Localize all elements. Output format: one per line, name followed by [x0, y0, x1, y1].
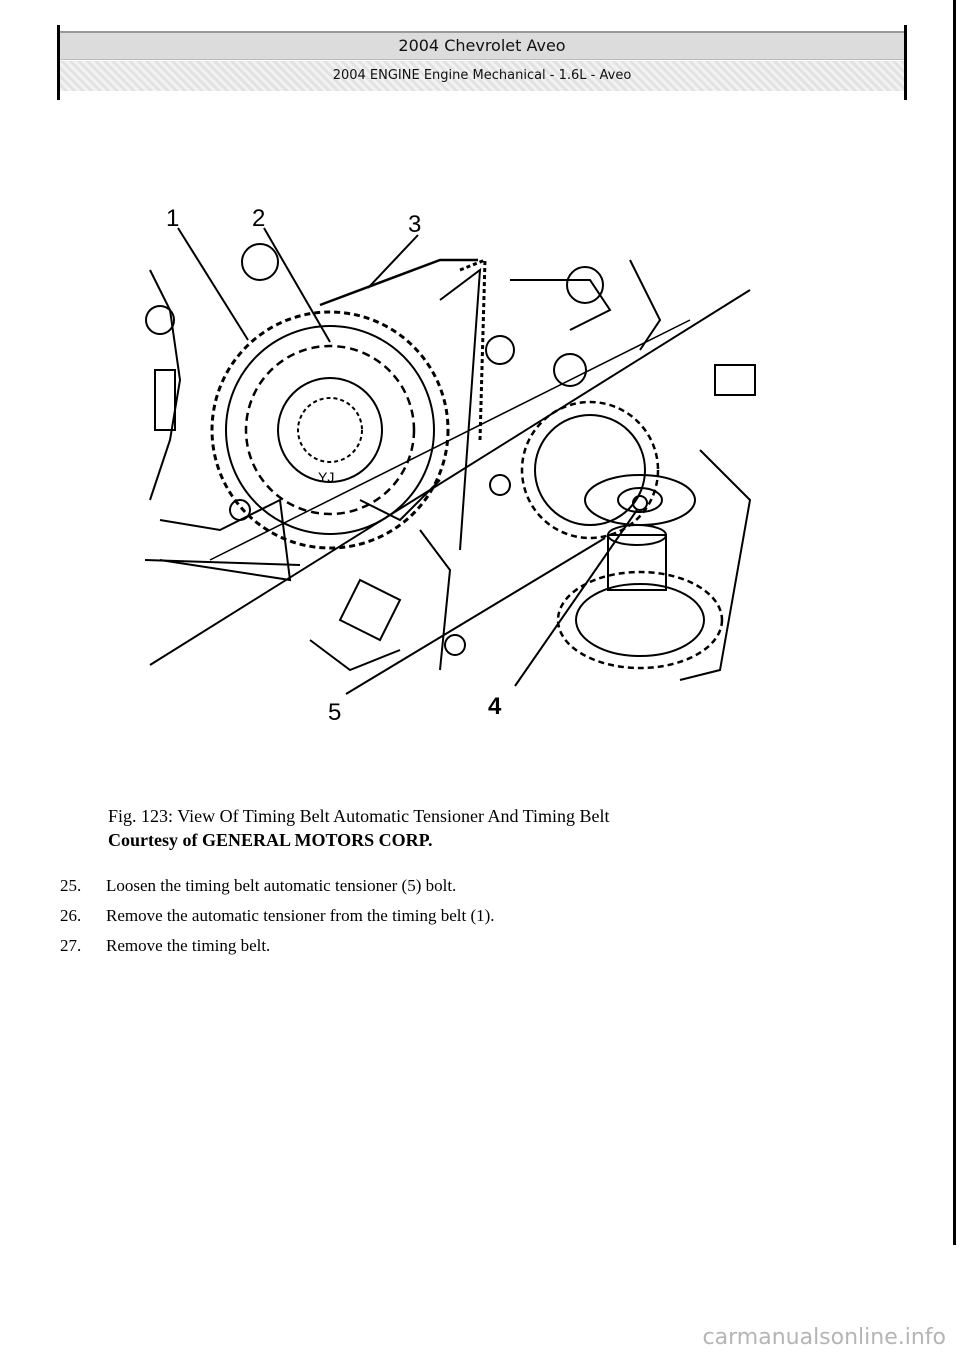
- right-border-rule: [904, 25, 907, 100]
- callout-1: 1: [166, 205, 180, 232]
- header-title: 2004 Chevrolet Aveo: [60, 31, 904, 60]
- page-edge-rule: [953, 0, 956, 1245]
- figure-caption: [108, 804, 610, 852]
- list-item: [60, 876, 495, 906]
- caption-text: Fig. 123: View Of Timing Belt Automatic Tensioner And Timing Belt: [108, 806, 610, 826]
- step-text: Loosen the timing belt automatic tensioner (5) bolt.: [106, 876, 457, 895]
- caption-credit: Courtesy of GENERAL MOTORS CORP.: [108, 830, 433, 850]
- procedure-steps: [60, 876, 495, 966]
- step-number: 27.: [60, 936, 82, 955]
- step-text: Remove the timing belt.: [106, 936, 271, 955]
- step-number: 25.: [60, 876, 82, 895]
- timing-belt-diagram: [140, 200, 760, 730]
- callout-5: 5: [328, 699, 342, 726]
- list-item: [60, 936, 495, 966]
- timing-belt-illustration: [140, 200, 760, 730]
- callout-4: 4: [488, 693, 502, 720]
- callout-2: 2: [252, 205, 266, 232]
- footer-watermark: carmanualsonline.info: [702, 1325, 946, 1350]
- gear-marking-label: YJ: [318, 469, 335, 485]
- callout-3: 3: [408, 211, 422, 238]
- step-number: 26.: [60, 906, 82, 925]
- step-text: Remove the automatic tensioner from the timing belt (1).: [106, 906, 495, 925]
- list-item: [60, 906, 495, 936]
- page-header: [60, 25, 904, 95]
- header-subtitle: 2004 ENGINE Engine Mechanical - 1.6L - Aveo: [60, 61, 904, 91]
